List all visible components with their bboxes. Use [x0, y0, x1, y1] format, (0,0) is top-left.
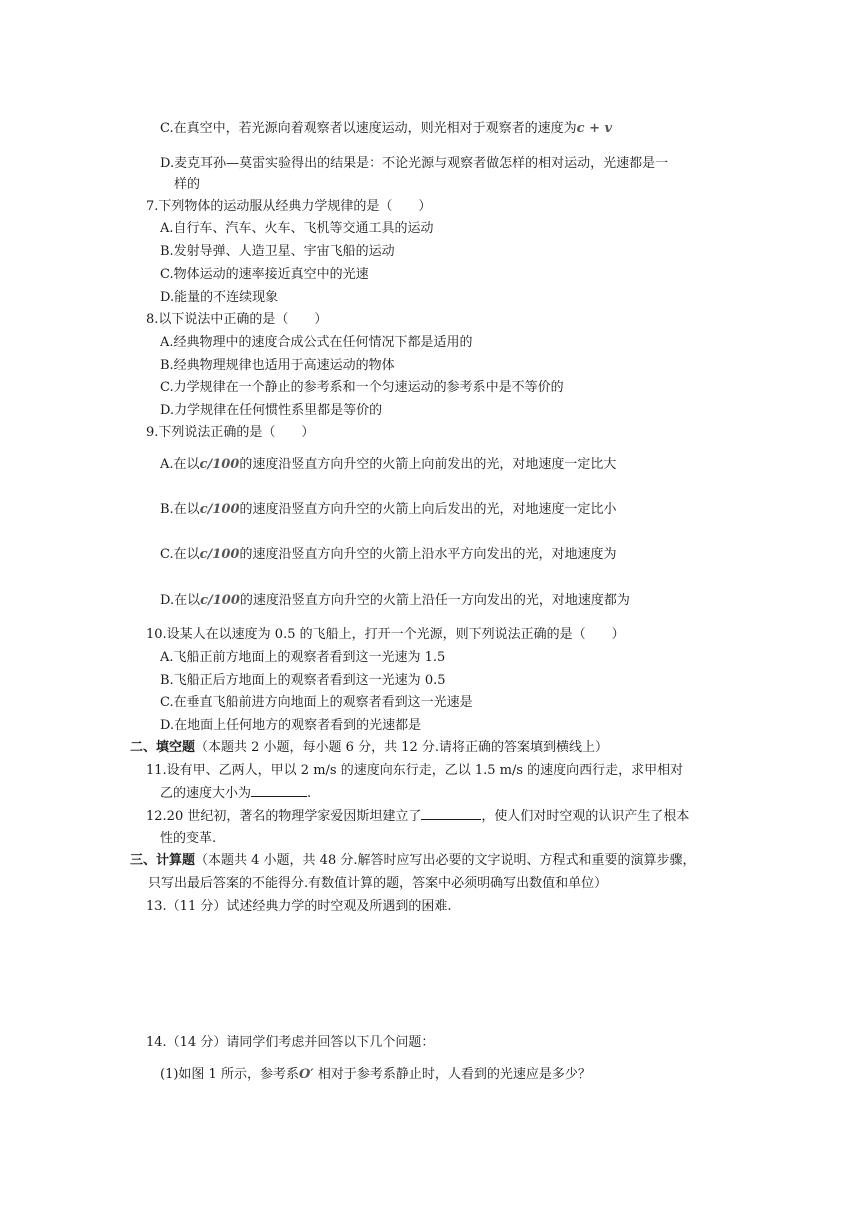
q6-option-d-line1: D.麦克耳孙—莫雷实验得出的结果是：不论光源与观察者做怎样的相对运动，光速都是一 — [160, 156, 669, 171]
q10-option-a: A.飞船正前方地面上的观察者看到这一光速为 1.5 — [160, 650, 446, 665]
q9-stem: 9.下列说法正确的是（ ） — [146, 425, 315, 440]
q8-option-c: C.力学规律在一个静止的参考系和一个匀速运动的参考系中是不等价的 — [160, 380, 564, 395]
q9-option-c — [160, 546, 616, 564]
section-calculation — [130, 852, 696, 870]
q14-sub1-formula: O′ — [298, 1067, 314, 1082]
q7-option-d: D.能量的不连续现象 — [160, 290, 279, 305]
q6-option-d-line2: 样的 — [174, 177, 201, 192]
q9-option-c-post: 的速度沿竖直方向升空的火箭上沿水平方向发出的光，对地速度为 — [239, 547, 617, 562]
q9-option-a-formula: c/100 — [199, 457, 240, 472]
q7-stem: 7.下列物体的运动服从经典力学规律的是（ ） — [146, 199, 432, 214]
q11-line1: 11.设有甲、乙两人，甲以 2 m/s 的速度向东行走，乙以 1.5 m/s 的速度向西行走，求甲相对 — [146, 763, 684, 778]
q14-sub1 — [160, 1066, 591, 1084]
q10-option-d: D.在地面上任何地方的观察者看到的光速都是 — [160, 718, 422, 733]
q8-stem: 8.以下说法中正确的是（ ） — [146, 312, 328, 327]
q7-option-c: C.物体运动的速率接近真空中的光速 — [160, 267, 369, 282]
section-fill-in-desc: （本题共 2 小题，每小题 6 分，共 12 分.请将正确的答案填到横线上） — [195, 740, 609, 755]
q8-option-a: A.经典物理中的速度合成公式在任何情况下都是适用的 — [160, 335, 473, 350]
q9-option-d-formula: c/100 — [200, 593, 240, 608]
q10-stem: 10.设某人在以速度为 0.5 的飞船上，打开一个光源，则下列说法正确的是（ ） — [146, 627, 625, 642]
q12-answer-blank[interactable] — [421, 807, 481, 820]
q14-text: 14.（14 分）请同学们考虑并回答以下几个问题： — [146, 1035, 435, 1050]
q11-answer-blank[interactable] — [251, 784, 307, 797]
q9-option-b-post: 的速度沿竖直方向升空的火箭上向后发出的光，对地速度一定比小 — [239, 502, 617, 517]
q14-sub1-pre: (1)如图 1 所示，参考系 — [160, 1067, 299, 1082]
q6-option-c — [160, 120, 612, 138]
q9-option-a-post: 的速度沿竖直方向升空的火箭上向前发出的光，对地速度一定比大 — [239, 457, 617, 472]
section-calculation-desc2: 只写出最后答案的不能得分.有数值计算的题，答案中必须明确写出数值和单位） — [148, 876, 608, 891]
q7-option-a: A.自行车、汽车、火车、飞机等交通工具的运动 — [160, 221, 434, 236]
q9-option-b-formula: c/100 — [199, 502, 240, 517]
section-calculation-desc1: （本题共 4 小题，共 48 分.解答时应写出必要的文字说明、方程式和重要的演算步骤， — [195, 853, 696, 868]
q11-line2-post: . — [307, 786, 312, 801]
q9-option-d-post: 的速度沿竖直方向升空的火箭上沿任一方向发出的光，对地速度都为 — [239, 593, 630, 608]
q7-option-b: B.发射导弹、人造卫星、宇宙飞船的运动 — [160, 244, 395, 259]
q9-option-c-pre: C.在以 — [160, 547, 200, 562]
q6-option-c-formula: c + v — [576, 121, 613, 136]
q11-line2 — [160, 784, 311, 803]
q13-text: 13.（11 分）试述经典力学的时空观及所遇到的困难. — [146, 899, 452, 914]
q9-option-c-formula: c/100 — [199, 547, 240, 562]
q9-option-a-pre: A.在以 — [160, 457, 200, 472]
q12-line1-post: ，使人们对时空观的认识产生了根本 — [481, 809, 690, 824]
q9-option-b-pre: B.在以 — [160, 502, 200, 517]
q10-option-b: B.飞船正后方地面上的观察者看到这一光速为 0.5 — [160, 673, 446, 688]
q9-option-d — [160, 592, 630, 610]
q10-option-c: C.在垂直飞船前进方向地面上的观察者看到这一光速是 — [160, 695, 473, 710]
q9-option-d-pre: D.在以 — [160, 593, 201, 608]
q6-option-c-text: C.在真空中，若光源向着观察者以速度运动，则光相对于观察者的速度为 — [160, 121, 577, 136]
q9-option-a — [160, 456, 616, 474]
q12-line2: 性的变革. — [160, 831, 217, 846]
q12-line1-pre: 12.20 世纪初，著名的物理学家爱因斯坦建立了 — [146, 809, 422, 824]
section-fill-in — [130, 739, 608, 757]
section-fill-in-title: 二、填空题 — [130, 740, 196, 755]
q12-line1 — [146, 807, 689, 826]
section-calculation-title: 三、计算题 — [130, 853, 196, 868]
q14-sub1-post: 相对于参考系静止时，人看到的光速应是多少？ — [313, 1067, 591, 1082]
q8-option-b: B.经典物理规律也适用于高速运动的物体 — [160, 358, 395, 373]
q9-option-b — [160, 501, 617, 519]
q8-option-d: D.力学规律在任何惯性系里都是等价的 — [160, 403, 383, 418]
q11-line2-pre: 乙的速度大小为 — [160, 786, 252, 801]
